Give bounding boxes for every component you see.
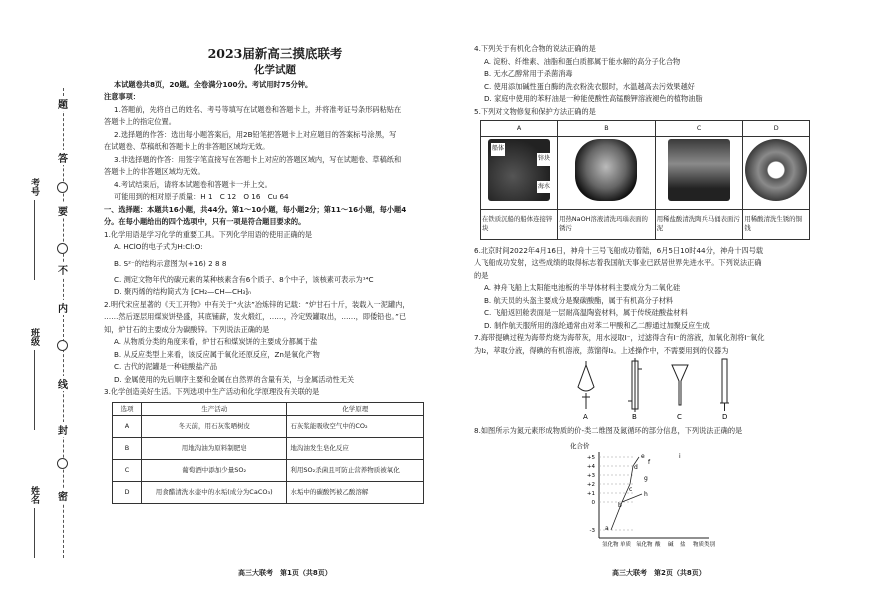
table-cell: A [113, 416, 142, 438]
table-header: B [558, 121, 656, 137]
table-cell: 利用SO₂杀菌且可防止营养物质被氧化 [287, 460, 424, 482]
agate-image-cell [558, 136, 656, 209]
shipwreck-image [488, 139, 550, 201]
image-label: 海水 [537, 181, 551, 194]
seal-char: 内 [56, 300, 70, 315]
question-6: 6.北京时间2022年4月16日，神舟十三号飞船成功着陆，6月5日10时44分，神舟十四号载 [474, 245, 764, 255]
page-footer-2: 高三大联考 第2页（共8页） [612, 569, 706, 577]
q1-option-d: D. 聚丙烯的结构简式为 ⁅CH₂—CH—CH₃⁆ₙ [114, 287, 251, 296]
point-label: c [629, 485, 633, 493]
question-6-cont: 的是 [474, 270, 489, 280]
apparatus-label: B [632, 413, 637, 421]
table-header: D [743, 121, 810, 137]
y-tick: +3 [586, 472, 595, 479]
notice-line: 答题卡上的指定位置。 [104, 117, 176, 126]
shipwreck-image-cell [481, 136, 558, 209]
table-cell: 用食醋清洗水壶中的水垢(成分为CaCO₃) [142, 482, 287, 504]
notice-line: 4.考试结束后，请将本试题卷和答题卡一并上交。 [114, 179, 272, 189]
atomic-mass-line: 可能用到的相对原子质量：H 1 C 12 O 16 Cu 64 [114, 192, 289, 201]
y-tick: 0 [591, 499, 595, 506]
table-header: 选项 [113, 402, 142, 416]
seal-char: 答 [56, 150, 70, 165]
table-row [113, 438, 424, 460]
field-name-label: 姓名 [29, 486, 39, 504]
chart-ylabel: 化合价 [570, 441, 590, 450]
field-exam-number-label: 考号 [29, 178, 39, 196]
x-tick: 酸 [655, 541, 661, 548]
question-5: 5.下列对文物修复和保护方法正确的是 [474, 106, 596, 116]
copper-coin-image [745, 139, 807, 201]
x-tick: 物质类别 [693, 541, 716, 548]
field-name-line[interactable] [34, 508, 35, 558]
exam-title: 2023届新高三摸底联考 [207, 46, 343, 61]
seal-circle [57, 458, 68, 469]
caption: 在铁质沉船的船体连接锌块 [481, 209, 558, 239]
q1-option-b: B. S²⁻的结构示意图为(+16) 2 8 8 [114, 258, 227, 268]
caption: 用稀酸清洗生锈的铜钱 [743, 209, 810, 239]
lab-apparatus-figure [474, 357, 814, 423]
q6-option-d: D. 制作航天服所用的涤纶通常由对苯二甲酸和乙二醇通过加聚反应生成 [484, 320, 710, 330]
binding-margin [0, 0, 88, 603]
q1-option-a: A. HClO的电子式为H:Cl:O: [114, 242, 203, 251]
q1-option-c: C. 测定文物年代的碳元素的某种核素含有6个质子、8个中子，该核素可表示为¹⁴C [114, 274, 374, 284]
table-cell: 葡萄酒中添加少量SO₂ [142, 460, 287, 482]
seal-char: 线 [56, 376, 70, 391]
x-tick: 盐 [680, 541, 686, 548]
field-class-line[interactable] [34, 350, 35, 430]
nitrogen-valence-chart [474, 438, 814, 558]
q6-option-a: A. 神舟飞船上太阳能电池板的半导体材料主要成分为二氧化硅 [484, 283, 681, 292]
table-header: 化学原理 [287, 402, 424, 416]
table-header: C [655, 121, 743, 137]
q4-option-c: C. 使用添加碱性蛋白酶的洗衣粉洗衣服时，水温越高去污效果越好 [484, 81, 695, 91]
apparatus-label: A [583, 413, 588, 421]
q2-option-b: B. 从反应类型上来看，该反应属于氧化还原反应，Zn是氧化产物 [114, 349, 320, 359]
q2-option-c: C. 古代的泥罐是一种硅酸盐产品 [114, 362, 218, 371]
y-tick: +5 [586, 454, 595, 461]
right-column [474, 43, 814, 558]
funnel-icon [672, 365, 688, 405]
seal-char: 封 [56, 422, 70, 437]
question-3: 3.化学创造美好生活。下列选项中生产活动和化学原理没有关联的是 [104, 387, 320, 396]
q4-option-d: D. 家庭中使用的苯籽油是一种能使酸性高锰酸钾溶液褪色的植物油脂 [484, 94, 703, 103]
seal-char: 不 [56, 262, 70, 277]
left-column [104, 40, 446, 504]
point-label: i [679, 452, 681, 460]
table-cell: 石灰浆能吸收空气中的CO₂ [287, 416, 424, 438]
image-label: 锌块 [537, 153, 551, 166]
q4-option-b: B. 无水乙醇常用于杀菌消毒 [484, 69, 573, 78]
y-tick: -3 [589, 527, 595, 534]
seal-char: 要 [56, 203, 70, 218]
table-header: 生产活动 [142, 402, 287, 416]
table-header: A [481, 121, 558, 137]
exam-subtitle: 化学试题 [254, 63, 296, 76]
coin-image-cell [743, 136, 810, 209]
caption: 用稀盐酸清洗陶兵马俑表面污泥 [655, 209, 743, 239]
terracotta-image-cell [655, 136, 743, 209]
table-cell: 地沟油发生皂化反应 [287, 438, 424, 460]
seal-circle [57, 340, 68, 351]
caption: 用热NaOH溶液清洗玛瑙表面的锈污 [558, 209, 656, 239]
exam-info: 本试题卷共8页，20题。全卷满分100分。考试用时75分钟。 [114, 79, 313, 89]
image-label: 船体 [491, 143, 505, 156]
y-tick: +1 [586, 490, 595, 497]
notice-line: 在试题卷、草稿纸和答题卡上的非答题区域均无效。 [104, 142, 270, 151]
seal-char: 题 [56, 96, 70, 111]
y-tick: +2 [586, 481, 595, 488]
q4-option-a: A. 淀粉、纤维素、油脂和蛋白质都属于能水解的高分子化合物 [484, 56, 681, 66]
notice-line: 1.答题前，先将自己的姓名、考号等填写在试题卷和答题卡上，并将准考证号条形码粘贴在 [114, 104, 402, 114]
page-footer-1: 高三大联考 第1页（共8页） [238, 569, 332, 577]
question-2-cont: ……然后逐层用煤炭饼垫盛，其底铺薪，发火煅红，……，冷定毁罐取出，……，即倭铅也。”已 [104, 312, 407, 321]
question-8: 8.如图所示为氮元素形成物质的价-类二维图及氮循环的部分信息，下列说法正确的是 [474, 426, 743, 435]
table-cell: 用地沟油为原料制肥皂 [142, 438, 287, 460]
q2-option-a: A. 从物质分类的角度来看，炉甘石和煤炭饼的主要成分都属于盐 [114, 337, 318, 346]
condenser-icon [628, 358, 642, 412]
separatory-funnel-icon [578, 361, 594, 409]
notice-line: 3.非选择题的作答：用签字笔直接写在答题卡上对应的答题区域内，写在试题卷、草稿纸和 [114, 154, 402, 164]
field-class-label: 班级 [29, 328, 39, 346]
question-2-cont: 知，炉甘石的主要成分为碳酸锌。下列说法正确的是 [104, 324, 270, 334]
q5-image-table [480, 120, 810, 240]
notice-line: 2.选择题的作答：选出每小题答案后，用2B铅笔把答题卡上对应题目的答案标号涂黑，写 [114, 129, 397, 139]
question-7-cont: 为I₂，萃取分液，得碘的有机溶液，蒸馏得I₂。上述操作中，不需要用到的仪器为 [474, 345, 729, 355]
point-label: d [634, 463, 638, 471]
q6-option-b: B. 航天员的头盔主要成分是聚碳酸酯，属于有机高分子材料 [484, 295, 674, 305]
seal-char: 密 [56, 488, 70, 503]
notice-line: 答题卡上的非答题区域均无效。 [104, 167, 205, 176]
point-label: g [644, 474, 648, 482]
field-exam-number-line[interactable] [34, 200, 35, 280]
x-tick: 氢化物 [602, 541, 619, 548]
terracotta-warrior-image [668, 139, 730, 201]
point-label: a [605, 524, 609, 532]
question-6-cont: 人飞船成功发射，这些成绩的取得标志着我国航天事业已跃居世界先进水平。下列说法正确 [474, 258, 762, 267]
agate-image [575, 139, 637, 201]
x-tick: 碱 [668, 541, 674, 548]
q2-option-d: D. 金属使用的先后顺序主要和金属在自然界的含量有关，与金属活动性无关 [114, 374, 355, 384]
notice-heading: 注意事项： [104, 92, 140, 101]
section-heading-cont: 分。在每小题给出的四个选项中，只有一项是符合题目要求的。 [104, 217, 306, 226]
section-heading: 一、选择题：本题共16小题，共44分。第1～10小题，每小题2分；第11～16小题，每小题4 [104, 204, 407, 214]
seal-circle [57, 182, 68, 193]
table-cell: D [113, 482, 142, 504]
point-label: h [644, 490, 648, 498]
q3-table [112, 402, 424, 505]
question-2: 2.明代宋应星著的《天工开物》中有关于“火法”冶炼锌的记载：“炉甘石十斤，装载入一泥罐内， [104, 299, 410, 309]
table-cell: C [113, 460, 142, 482]
x-tick: 氧化物 [636, 541, 653, 548]
point-label: f [648, 458, 651, 466]
q6-option-c: C. 飞船返回舱表面是一层耐高温陶瓷材料，属于传统硅酸盐材料 [484, 308, 688, 317]
apparatus-label: C [677, 413, 682, 421]
table-row [113, 482, 424, 504]
table-row [113, 460, 424, 482]
point-label: e [641, 452, 645, 460]
table-cell: 水垢中的碳酸钙被乙酸溶解 [287, 482, 424, 504]
apparatus-label: D [722, 413, 728, 421]
y-tick: +4 [586, 463, 595, 470]
question-1: 1.化学用语是学习化学的重要工具。下列化学用语的使用正确的是 [104, 229, 313, 239]
question-7: 7.海带提碘过程为海带灼烧为海带灰，用水浸取I⁻，过滤得含有I⁻的溶液，加氧化剂将I⁻氧化 [474, 333, 765, 342]
seal-circle [57, 243, 68, 254]
table-cell: B [113, 438, 142, 460]
question-4: 4.下列关于有机化合物的说法正确的是 [474, 44, 596, 53]
table-cell: 冬天前，用石灰浆晒树皮 [142, 416, 287, 438]
x-tick: 单质 [620, 541, 632, 548]
point-label: b [618, 501, 622, 509]
burette-icon [720, 359, 729, 411]
table-row [113, 416, 424, 438]
